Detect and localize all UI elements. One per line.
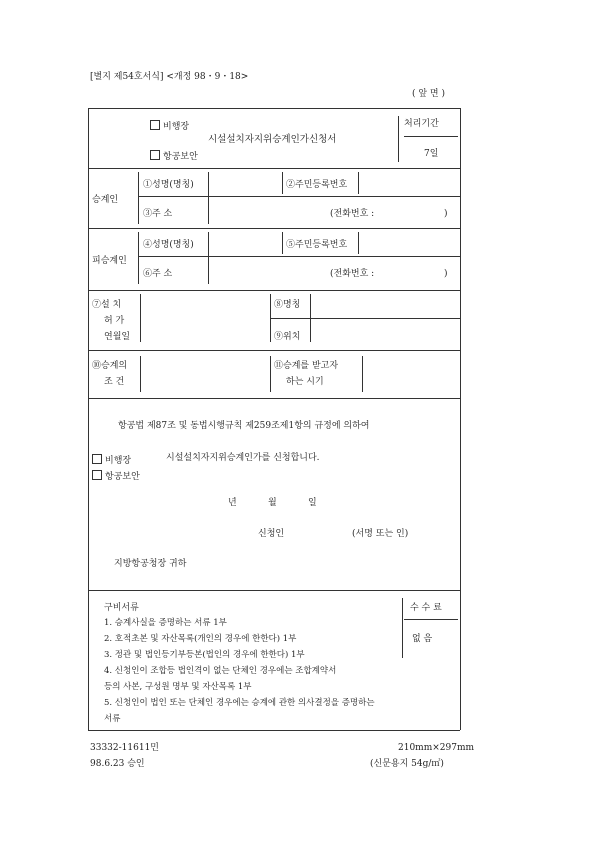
row-divider — [88, 590, 460, 591]
doc-item: 2. 호적초본 및 자산목록(개인의 경우에 한한다) 1부 — [104, 634, 297, 644]
date-year: 년 — [228, 498, 237, 508]
option-airfield[interactable] — [92, 454, 131, 466]
permit-location-label: ⑨위치 — [274, 332, 301, 342]
row-divider — [88, 350, 460, 351]
checkbox-navaid-label: 항공보안 — [163, 152, 198, 162]
statute-text: 항공법 제87조 및 동법시행규칙 제259조제1항의 규정에 의하여 — [118, 421, 370, 431]
frame-right — [460, 108, 461, 730]
predecessor-address-label: ⑥주 소 — [143, 269, 173, 279]
col-divider — [358, 172, 359, 194]
date-day: 일 — [308, 498, 317, 508]
date-month: 월 — [268, 498, 277, 508]
period-label: 처리기간 — [404, 119, 439, 129]
col-divider — [358, 232, 359, 254]
doc-item: 5. 신청인이 법인 또는 단체인 경우에는 승계에 관한 의사결정을 증명하는 — [104, 698, 375, 708]
approval-date: 98.6.23 승인 — [90, 759, 145, 769]
row-divider — [88, 398, 460, 399]
option-airfield-label: 비행장 — [105, 456, 132, 466]
predecessor-label: 피승계인 — [92, 256, 127, 266]
col-divider — [208, 232, 209, 284]
checkbox-airfield[interactable] — [150, 120, 189, 132]
col-divider — [138, 232, 139, 284]
col-divider — [140, 294, 141, 342]
condition-label-2: 조 건 — [104, 377, 125, 387]
checkbox-icon — [92, 454, 102, 464]
apply-text: 시설설치자지위승계인가를 신청합니다. — [166, 453, 320, 463]
docs-title: 구비서류 — [104, 603, 139, 613]
predecessor-id-label: ⑤주민등록번호 — [286, 240, 348, 250]
doc-item: 서류 — [104, 714, 121, 724]
checkbox-icon — [92, 470, 102, 480]
col-divider — [270, 356, 271, 392]
fee-label: 수 수 료 — [410, 603, 442, 613]
row-divider — [270, 318, 460, 319]
doc-item: 3. 정관 및 법인등기부등본(법인의 경우에 한한다) 1부 — [104, 650, 305, 660]
permit-label-2: 허 가 — [104, 316, 125, 326]
fee-rule — [404, 619, 458, 620]
row-divider — [88, 228, 460, 229]
permit-label-1: ⑦설 치 — [92, 300, 122, 310]
successor-label: 승계인 — [92, 195, 119, 205]
successor-name-label: ①성명(명칭) — [143, 180, 194, 190]
col-divider — [282, 172, 283, 194]
row-divider — [138, 256, 460, 257]
predecessor-phone-label: (전화번호 : — [330, 269, 375, 279]
col-divider — [140, 356, 141, 392]
checkbox-airfield-label: 비행장 — [163, 122, 190, 132]
row-divider — [88, 290, 460, 291]
predecessor-phone-close: ) — [444, 269, 448, 279]
condition-time-label-2: 하는 시기 — [286, 377, 324, 387]
form-title: 시설설치자지위승계인가신청서 — [208, 134, 337, 145]
col-divider — [282, 232, 283, 254]
successor-phone-close: ) — [444, 209, 448, 219]
col-divider — [362, 356, 363, 392]
col-divider — [208, 172, 209, 224]
checkbox-icon — [150, 120, 160, 130]
page-side: ( 앞 면 ) — [412, 89, 445, 99]
frame-left — [88, 108, 89, 730]
doc-item: 등의 사본, 구성원 명부 및 자산목록 1부 — [104, 682, 252, 692]
permit-label-3: 연월일 — [104, 332, 131, 342]
condition-time-label-1: ⑪승계를 받고자 — [274, 361, 339, 371]
col-divider — [138, 172, 139, 224]
frame-top — [88, 108, 460, 109]
fee-value: 없 음 — [412, 634, 433, 644]
successor-phone-label: (전화번호 : — [330, 209, 375, 219]
doc-item: 4. 신청인이 조합등 법인격이 없는 단체인 경우에는 조합계약서 — [104, 666, 337, 676]
permit-name-label: ⑧명칭 — [274, 300, 301, 310]
option-navaid-label: 항공보안 — [105, 472, 140, 482]
form-number: [별지 제54호서식] <개정 98・9・18> — [90, 72, 249, 82]
row-divider — [88, 168, 460, 169]
condition-label-1: ⑩승계의 — [92, 361, 128, 371]
period-value: 7일 — [424, 149, 439, 159]
applicant-label: 신청인 — [258, 529, 285, 539]
frame-bottom — [88, 730, 460, 731]
predecessor-name-label: ④성명(명칭) — [143, 240, 194, 250]
period-divider — [398, 116, 399, 162]
doc-item: 1. 승계사실을 증명하는 서류 1부 — [104, 618, 227, 628]
option-navaid[interactable] — [92, 470, 140, 482]
form-code: 33332-11611민 — [90, 743, 159, 753]
signature-label: (서명 또는 인) — [352, 529, 409, 539]
checkbox-icon — [150, 150, 160, 160]
successor-address-label: ③주 소 — [143, 209, 173, 219]
row-divider — [138, 196, 460, 197]
addressee: 지방항공청장 귀하 — [114, 559, 187, 569]
successor-id-label: ②주민등록번호 — [286, 180, 348, 190]
paper-type: (신문용지 54g/㎡) — [370, 759, 444, 769]
paper-size: 210mm×297mm — [398, 743, 475, 753]
checkbox-navaid[interactable] — [150, 150, 198, 162]
fee-divider — [402, 598, 403, 658]
period-rule — [404, 136, 458, 137]
